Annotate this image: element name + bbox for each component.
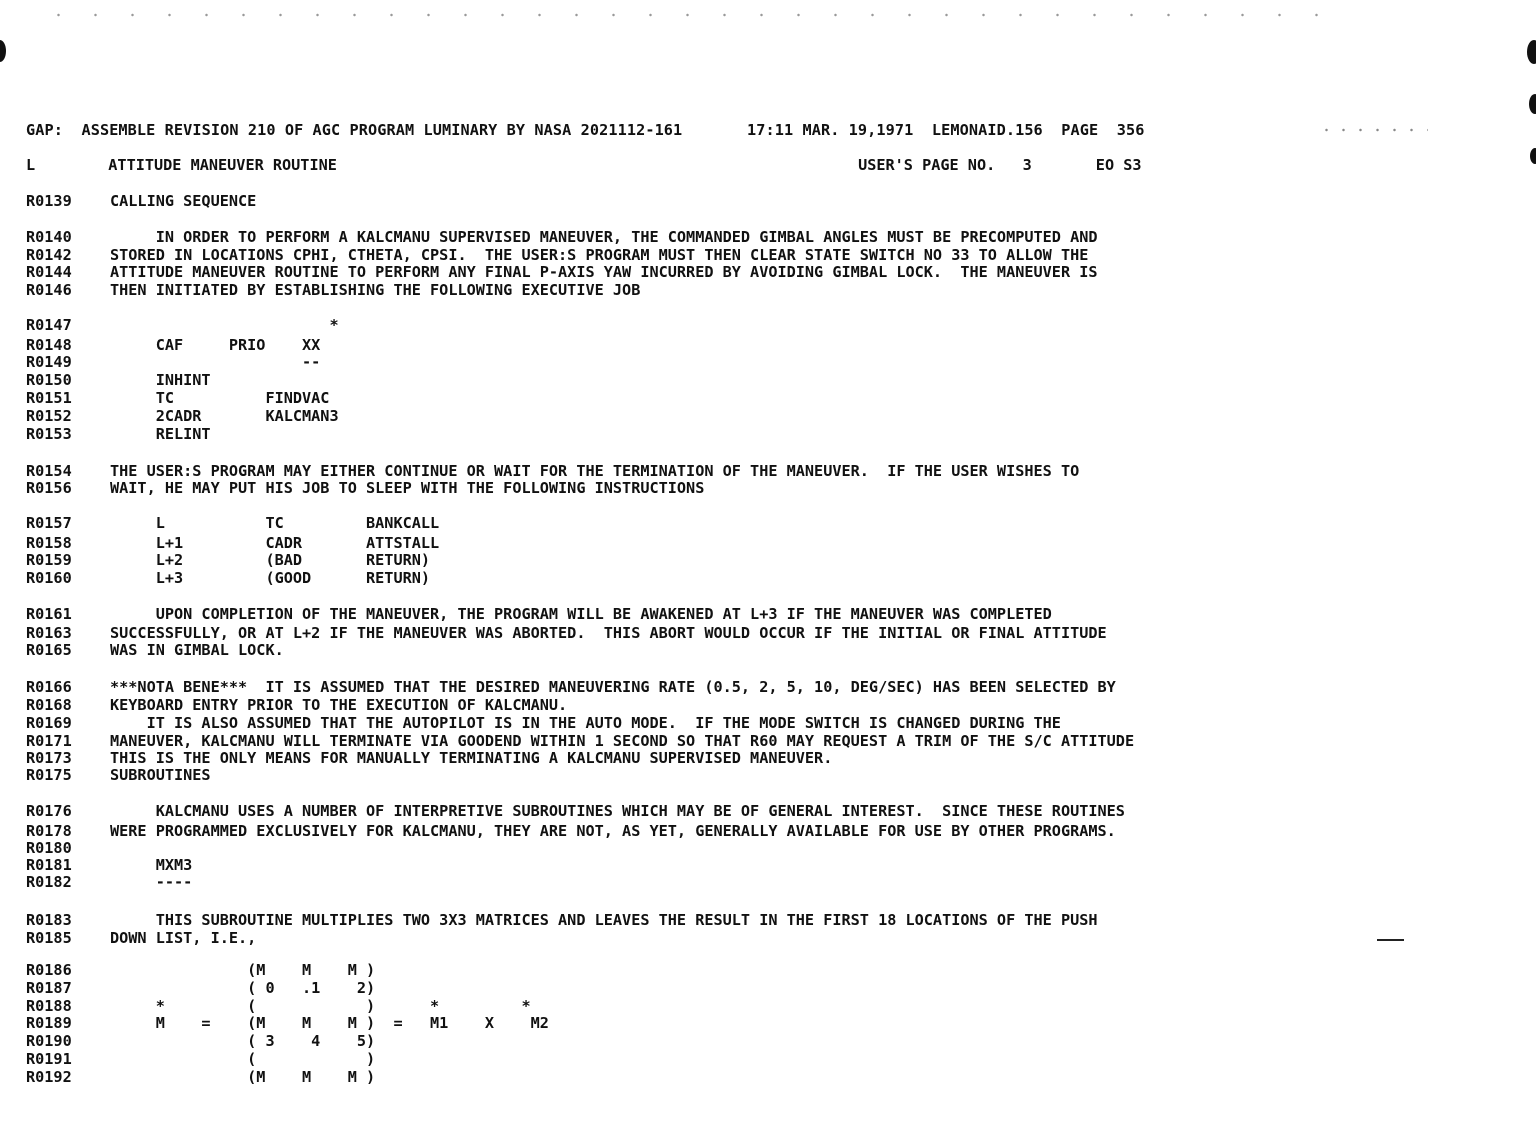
line-text: L+2 (BAD RETURN) xyxy=(110,551,431,569)
line-text: MANEUVER, KALCMANU WILL TERMINATE VIA GOODEND WITHIN 1 SECOND SO THAT R60 MAY REQUEST A TRIM OF THE S/C ATTITUDE xyxy=(110,732,1135,750)
line-text: INHINT xyxy=(110,371,211,389)
listing-line xyxy=(26,823,1116,840)
listing-line xyxy=(26,372,211,389)
listing-line xyxy=(26,912,1098,929)
line-text: L+1 CADR ATTSTALL xyxy=(110,534,440,552)
line-text: M = (M M M ) = M1 X M2 xyxy=(110,1014,549,1032)
listing-line xyxy=(26,625,1107,642)
line-number: R0158 xyxy=(26,534,72,552)
line-text: ( 3 4 5) xyxy=(110,1032,376,1050)
line-text: MXM3 xyxy=(110,856,193,874)
line-number: R0157 xyxy=(26,514,72,532)
listing-line xyxy=(26,857,192,874)
paper-speckle xyxy=(40,10,1340,20)
listing-line xyxy=(26,998,531,1015)
listing-line xyxy=(26,1015,549,1032)
line-number: R0186 xyxy=(26,961,72,979)
line-number: R0166 xyxy=(26,678,72,696)
listing-line xyxy=(26,874,192,891)
listing-line xyxy=(26,282,640,299)
line-number: R0163 xyxy=(26,624,72,642)
listing-line xyxy=(26,408,339,425)
line-number: R0154 xyxy=(26,462,72,480)
listing-line xyxy=(26,229,1098,246)
listing-line xyxy=(26,606,1052,623)
line-text: SUCCESSFULLY, OR AT L+2 IF THE MANEUVER WAS ABORTED. THIS ABORT WOULD OCCUR IF THE INITIAL OR FINAL ATTITUDE xyxy=(110,624,1107,642)
line-number: R0142 xyxy=(26,246,72,264)
line-text: THIS IS THE ONLY MEANS FOR MANUALLY TERMINATING A KALCMANU SUPERVISED MANEUVER. xyxy=(110,749,833,767)
line-number: R0173 xyxy=(26,749,72,767)
line-text: STORED IN LOCATIONS CPHI, CTHETA, CPSI. THE USER:S PROGRAM MUST THEN CLEAR STATE SWITCH NO 33 TO ALLOW THE xyxy=(110,246,1089,264)
line-text: THEN INITIATED BY ESTABLISHING THE FOLLOWING EXECUTIVE JOB xyxy=(110,281,641,299)
listing-line xyxy=(26,962,375,979)
listing-line xyxy=(26,715,1061,732)
line-number: R0188 xyxy=(26,997,72,1015)
line-number: R0156 xyxy=(26,479,72,497)
line-text: (M M M ) xyxy=(110,1068,376,1086)
line-number: R0152 xyxy=(26,407,72,425)
line-number: R0159 xyxy=(26,551,72,569)
listing-line xyxy=(26,697,567,714)
line-number: R0150 xyxy=(26,371,72,389)
listing-line xyxy=(26,803,1125,820)
line-text: RELINT xyxy=(110,425,211,443)
line-text: DOWN LIST, I.E., xyxy=(110,929,257,947)
line-text: ATTITUDE MANEUVER ROUTINE TO PERFORM ANY FINAL P-AXIS YAW INCURRED BY AVOIDING GIMBAL LOCK. THE MANEUVER IS xyxy=(110,263,1098,281)
listing-line xyxy=(26,1069,375,1086)
line-text: (M M M ) xyxy=(110,961,376,979)
line-text: WAIT, HE MAY PUT HIS JOB TO SLEEP WITH THE FOLLOWING INSTRUCTIONS xyxy=(110,479,705,497)
line-text: * xyxy=(110,316,339,334)
line-text: THIS SUBROUTINE MULTIPLIES TWO 3X3 MATRICES AND LEAVES THE RESULT IN THE FIRST 18 LOCATIONS OF THE PUSH xyxy=(110,911,1098,929)
listing-line xyxy=(26,1033,375,1050)
listing-line xyxy=(26,767,211,784)
paper-speckle xyxy=(1318,127,1428,133)
listing-line xyxy=(26,247,1088,264)
line-number: R0178 xyxy=(26,822,72,840)
line-text: SUBROUTINES xyxy=(110,766,211,784)
line-number: R0191 xyxy=(26,1050,72,1068)
line-number: R0181 xyxy=(26,856,72,874)
listing-line xyxy=(26,733,1134,750)
listing-line xyxy=(26,317,339,334)
line-text: L TC BANKCALL xyxy=(110,514,440,532)
line-number: R0140 xyxy=(26,228,72,246)
listing-line xyxy=(26,980,375,997)
line-number: R0149 xyxy=(26,353,72,371)
listing-line xyxy=(26,426,211,443)
line-number: R0146 xyxy=(26,281,72,299)
line-text: TC FINDVAC xyxy=(110,389,330,407)
line-text: KEYBOARD ENTRY PRIOR TO THE EXECUTION OF KALCMANU. xyxy=(110,696,568,714)
listing-line xyxy=(26,930,256,947)
line-text: ***NOTA BENE*** IT IS ASSUMED THAT THE DESIRED MANEUVERING RATE (0.5, 2, 5, 10, DEG/SEC) HAS BEEN SELECTED BY xyxy=(110,678,1116,696)
listing-line xyxy=(26,337,320,354)
line-number: R0169 xyxy=(26,714,72,732)
line-text: UPON COMPLETION OF THE MANEUVER, THE PROGRAM WILL BE AWAKENED AT L+3 IF THE MANEUVER WAS COMPLETED xyxy=(110,605,1052,623)
line-text: KALCMANU USES A NUMBER OF INTERPRETIVE SUBROUTINES WHICH MAY BE OF GENERAL INTEREST. SINCE THESE ROUTINES xyxy=(110,802,1125,820)
line-text: CAF PRIO XX xyxy=(110,336,321,354)
listing-line xyxy=(26,750,832,767)
listing-line xyxy=(26,552,430,569)
listing-line xyxy=(26,193,256,210)
line-number: R0183 xyxy=(26,911,72,929)
listing-line xyxy=(26,264,1098,281)
listing-line xyxy=(26,390,329,407)
listing-line xyxy=(26,1051,375,1068)
line-number: R0171 xyxy=(26,732,72,750)
line-text: * ( ) * * xyxy=(110,997,531,1015)
line-text: IT IS ALSO ASSUMED THAT THE AUTOPILOT IS IN THE AUTO MODE. IF THE MODE SWITCH IS CHANGED DURING THE xyxy=(110,714,1061,732)
line-number: R0176 xyxy=(26,802,72,820)
listing-line xyxy=(26,679,1116,696)
line-number: R0187 xyxy=(26,979,72,997)
listing-line xyxy=(26,480,704,497)
line-text: ( 0 .1 2) xyxy=(110,979,376,997)
line-text: THE USER:S PROGRAM MAY EITHER CONTINUE OR WAIT FOR THE TERMINATION OF THE MANEUVER. IF THE USER WISHES TO xyxy=(110,462,1080,480)
line-number: R0168 xyxy=(26,696,72,714)
line-text: 2CADR KALCMAN3 xyxy=(110,407,339,425)
line-number: R0192 xyxy=(26,1068,72,1086)
margin-rule xyxy=(1377,939,1404,941)
line-text: ---- xyxy=(110,873,193,891)
line-text: IN ORDER TO PERFORM A KALCMANU SUPERVISED MANEUVER, THE COMMANDED GIMBAL ANGLES MUST BE PRECOMPUTED AND xyxy=(110,228,1098,246)
line-text: ( ) xyxy=(110,1050,376,1068)
line-number: R0161 xyxy=(26,605,72,623)
line-number: R0165 xyxy=(26,641,72,659)
line-number: R0153 xyxy=(26,425,72,443)
line-number: R0144 xyxy=(26,263,72,281)
line-number: R0160 xyxy=(26,569,72,587)
binder-hole xyxy=(1530,148,1536,164)
line-number: R0180 xyxy=(26,839,72,857)
line-number: R0151 xyxy=(26,389,72,407)
listing-line xyxy=(26,840,110,857)
line-number: R0139 xyxy=(26,192,72,210)
line-text: L+3 (GOOD RETURN) xyxy=(110,569,431,587)
line-number: R0189 xyxy=(26,1014,72,1032)
assembly-header: GAP: ASSEMBLE REVISION 210 OF AGC PROGRAM LUMINARY BY NASA 2021112-161 17:11 MAR. 19,1971 LEMONAID.156 PAGE 356 xyxy=(26,121,1145,139)
binder-hole xyxy=(1527,40,1536,64)
line-number: R0175 xyxy=(26,766,72,784)
line-text: CALLING SEQUENCE xyxy=(110,192,257,210)
binder-hole xyxy=(0,40,6,62)
line-number: R0182 xyxy=(26,873,72,891)
routine-title-line: L ATTITUDE MANEUVER ROUTINE USER'S PAGE NO. 3 EO S3 xyxy=(26,156,1142,174)
binder-hole xyxy=(1529,94,1536,114)
line-text: -- xyxy=(110,353,321,371)
listing-line xyxy=(26,570,430,587)
listing-line xyxy=(26,354,320,371)
listing-line xyxy=(26,463,1079,480)
listing-line xyxy=(26,515,439,532)
listing-line xyxy=(26,535,439,552)
listing-line xyxy=(26,642,284,659)
line-number: R0148 xyxy=(26,336,72,354)
line-number: R0190 xyxy=(26,1032,72,1050)
line-text: WERE PROGRAMMED EXCLUSIVELY FOR KALCMANU, THEY ARE NOT, AS YET, GENERALLY AVAILABLE FOR USE BY OTHER PROGRAMS. xyxy=(110,822,1116,840)
line-number: R0185 xyxy=(26,929,72,947)
line-text: WAS IN GIMBAL LOCK. xyxy=(110,641,284,659)
line-number: R0147 xyxy=(26,316,72,334)
